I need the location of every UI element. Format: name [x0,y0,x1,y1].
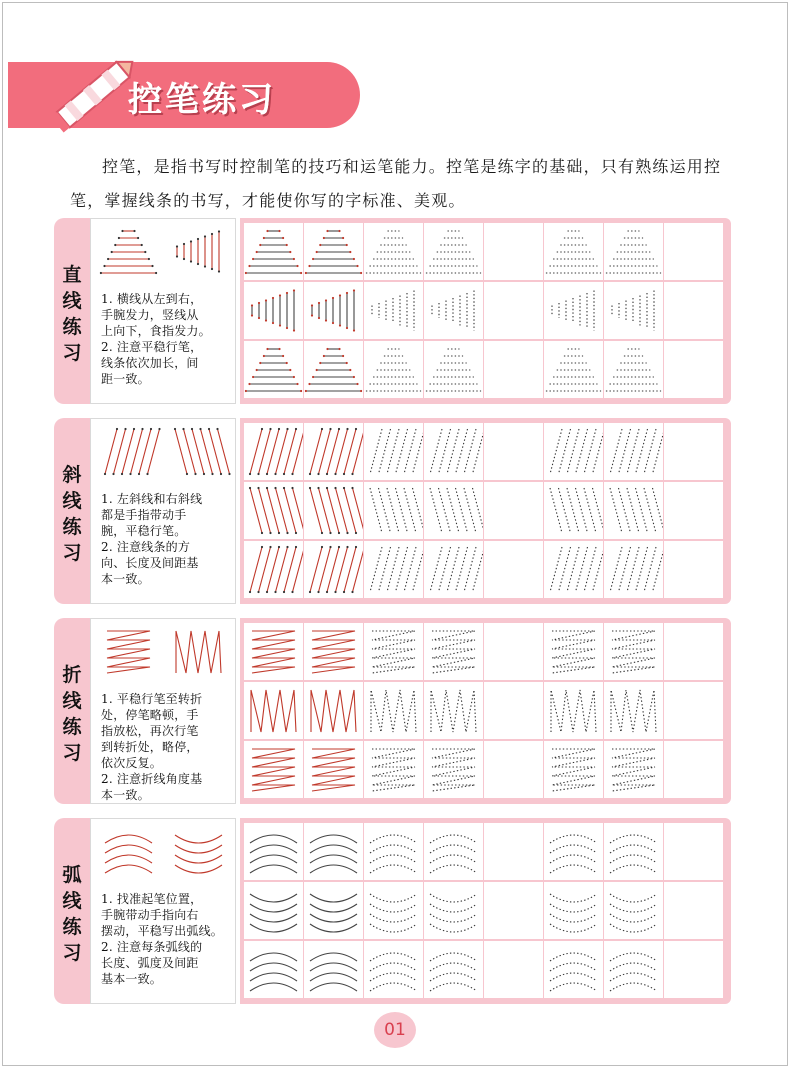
section-tips [101,291,233,387]
practice-cell[interactable] [664,823,723,880]
practice-cell [424,941,483,998]
practice-cell [364,941,423,998]
practice-cell [604,623,663,680]
stroke-pattern [244,423,303,480]
tip-line: 1. 找准起笔位置， [101,892,203,906]
practice-cell [364,541,423,598]
section-zigzag [54,618,731,804]
section-label-char: 斜 [62,464,82,486]
practice-cell [304,882,363,939]
stroke-pattern [244,823,303,880]
section-label-char: 线 [62,690,82,712]
stroke-pattern [604,282,663,339]
tip-line: 本一致。 [101,572,150,586]
tip-line: 2. 注意线条的方 [101,540,191,554]
stroke-pattern [604,541,663,598]
stroke-pattern [304,941,363,998]
stroke-pattern [244,223,303,280]
practice-cell [544,882,603,939]
practice-cell [364,741,423,798]
section-label-char: 练 [62,916,82,938]
stroke-pattern [304,682,363,739]
stroke-pattern [304,823,363,880]
practice-cell [364,682,423,739]
practice-cell [424,482,483,539]
practice-cell [544,741,603,798]
demo-strokes-icon [91,419,237,487]
stroke-pattern [364,823,423,880]
practice-cell [304,423,363,480]
practice-cell[interactable] [664,941,723,998]
practice-cell [544,341,603,398]
practice-cell[interactable] [484,741,543,798]
tip-line: 手腕带动手指向右 [101,908,199,922]
tip-line: 摆动，平稳写出弧线。 [101,924,224,938]
stroke-pattern [244,882,303,939]
practice-grid-frame [240,218,731,404]
stroke-pattern [424,623,483,680]
stroke-pattern [424,941,483,998]
stroke-pattern [544,282,603,339]
practice-cell [304,482,363,539]
stroke-pattern [304,341,363,398]
tip-line: 手腕发力，竖线从 [101,308,199,322]
tip-line: 长度、弧度及间距 [101,956,199,970]
section-label-char: 练 [62,516,82,538]
practice-cell [244,941,303,998]
practice-cell [604,741,663,798]
section-label-char: 线 [62,490,82,512]
practice-cell [604,682,663,739]
stroke-pattern [544,882,603,939]
intro-text: 控笔，是指书写时控制笔的技巧和运笔能力。控笔是练字的基础，只有熟练运用控笔，掌握线条的书写，才能使你写的字标准、美观。 [70,157,722,210]
practice-cell [544,482,603,539]
practice-cell [424,623,483,680]
practice-cell [304,223,363,280]
practice-cell[interactable] [664,423,723,480]
section-label-char: 习 [62,542,82,564]
practice-cell[interactable] [484,223,543,280]
section-instructions [90,618,236,804]
tip-line: 距一致。 [101,372,150,386]
practice-cell [244,541,303,598]
practice-cell [364,223,423,280]
stroke-pattern [244,541,303,598]
practice-cell[interactable] [664,223,723,280]
section-label-char: 线 [62,290,82,312]
practice-cell[interactable] [484,941,543,998]
practice-cell [604,223,663,280]
practice-cell[interactable] [664,482,723,539]
practice-cell [304,682,363,739]
practice-cell [544,282,603,339]
stroke-pattern [544,682,603,739]
practice-grid [244,423,719,598]
practice-cell [424,282,483,339]
practice-cell[interactable] [484,482,543,539]
practice-cell [244,223,303,280]
practice-cell [544,541,603,598]
practice-cell [544,623,603,680]
stroke-pattern [364,882,423,939]
section-arc [54,818,731,1004]
stroke-pattern [304,223,363,280]
practice-grid [244,623,719,798]
section-label-char: 习 [62,342,82,364]
stroke-pattern [604,623,663,680]
tip-line: 1. 平稳行笔至转折 [101,692,203,706]
stroke-pattern [304,541,363,598]
tip-line: 本一致。 [101,788,150,802]
practice-cell[interactable] [484,682,543,739]
practice-cell [424,823,483,880]
stroke-pattern [604,682,663,739]
practice-cell [364,482,423,539]
section-instructions [90,218,236,404]
stroke-pattern [424,423,483,480]
stroke-pattern [604,341,663,398]
section-tab [54,218,90,404]
practice-cell [424,223,483,280]
stroke-pattern [424,741,483,798]
stroke-pattern [244,941,303,998]
stroke-pattern [364,541,423,598]
stroke-pattern [544,223,603,280]
section-tips [101,491,233,587]
section-diagonal [54,418,731,604]
practice-cell [544,423,603,480]
stroke-pattern [244,623,303,680]
stroke-pattern [604,223,663,280]
stroke-pattern [244,341,303,398]
stroke-pattern [244,741,303,798]
stroke-pattern [544,341,603,398]
stroke-pattern [424,823,483,880]
stroke-pattern [364,223,423,280]
stroke-pattern [604,823,663,880]
section-label-char: 直 [62,264,82,286]
section-label-char: 习 [62,742,82,764]
stroke-pattern [604,423,663,480]
practice-grid-frame [240,818,731,1004]
stroke-pattern [544,941,603,998]
practice-cell[interactable] [664,541,723,598]
practice-cell [544,823,603,880]
section-straight [54,218,731,404]
stroke-pattern [304,623,363,680]
practice-cell[interactable] [664,341,723,398]
practice-cell[interactable] [484,423,543,480]
stroke-pattern [424,541,483,598]
stroke-pattern [364,341,423,398]
practice-cell[interactable] [484,282,543,339]
section-tab [54,418,90,604]
stroke-pattern [364,741,423,798]
practice-cell [424,741,483,798]
tip-line: 依次反复。 [101,756,163,770]
stroke-pattern [424,682,483,739]
practice-cell [304,341,363,398]
practice-cell[interactable] [484,341,543,398]
section-label-char: 弧 [62,864,82,886]
practice-grid [244,223,719,398]
practice-cell [604,482,663,539]
tip-line: 1. 左斜线和右斜线 [101,492,203,506]
tip-line: 1. 横线从左到右， [101,292,203,306]
practice-cell [604,282,663,339]
practice-cell [304,823,363,880]
practice-cell [544,682,603,739]
section-label-char: 线 [62,890,82,912]
stroke-pattern [604,941,663,998]
stroke-pattern [244,282,303,339]
practice-cell[interactable] [664,623,723,680]
practice-cell [244,423,303,480]
stroke-pattern [304,482,363,539]
practice-grid-frame [240,618,731,804]
practice-cell[interactable] [664,741,723,798]
stroke-pattern [424,223,483,280]
stroke-pattern [544,423,603,480]
practice-cell[interactable] [484,623,543,680]
practice-cell [244,341,303,398]
practice-cell [244,623,303,680]
stroke-pattern [364,482,423,539]
practice-cell [604,882,663,939]
practice-cell [424,882,483,939]
stroke-pattern [604,482,663,539]
practice-cell [364,823,423,880]
practice-cell [244,823,303,880]
practice-cell [604,941,663,998]
tip-line: 2. 注意平稳行笔， [101,340,203,354]
tip-line: 2. 注意折线角度基 [101,772,203,786]
practice-cell [364,882,423,939]
stroke-pattern [244,482,303,539]
practice-cell [604,423,663,480]
page-title: 控笔练习 [128,80,276,120]
stroke-pattern [364,682,423,739]
practice-cell[interactable] [484,882,543,939]
section-tips [101,691,233,803]
tip-line: 腕，平稳行笔。 [101,524,187,538]
practice-cell [304,741,363,798]
tip-line: 线条依次加长，间 [101,356,199,370]
practice-cell[interactable] [664,282,723,339]
section-instructions [90,818,236,1004]
tip-line: 到转折处，略停， [101,740,199,754]
practice-cell [364,341,423,398]
tip-line: 处，停笔略顿，手 [101,708,199,722]
stroke-pattern [364,623,423,680]
stroke-pattern [544,741,603,798]
section-instructions [90,418,236,604]
stroke-pattern [244,682,303,739]
practice-cell [244,682,303,739]
practice-cell [604,823,663,880]
demo-strokes-icon [91,619,237,687]
tip-line: 都是手指带动手 [101,508,187,522]
tip-line: 指放松，再次行笔 [101,724,199,738]
practice-cell [604,541,663,598]
practice-cell [364,282,423,339]
practice-cell[interactable] [484,541,543,598]
stroke-pattern [364,941,423,998]
tip-line: 向、长度及间距基 [101,556,199,570]
section-label-char: 练 [62,716,82,738]
section-label-char: 折 [62,664,82,686]
section-tips [101,891,233,987]
page-number: 01 [374,1012,416,1048]
stroke-pattern [424,282,483,339]
section-tab [54,818,90,1004]
stroke-pattern [424,882,483,939]
tip-line: 2. 注意每条弧线的 [101,940,203,954]
demo-strokes-icon [91,219,237,287]
stroke-pattern [304,423,363,480]
stroke-pattern [304,882,363,939]
practice-cell [244,282,303,339]
practice-cell [304,941,363,998]
demo-strokes-icon [91,819,237,887]
stroke-pattern [604,741,663,798]
tip-line: 上向下，食指发力。 [101,324,211,338]
practice-cell [244,882,303,939]
practice-cell [424,541,483,598]
practice-cell [604,341,663,398]
practice-cell [424,341,483,398]
practice-cell [304,282,363,339]
practice-cell [244,741,303,798]
practice-cell [544,941,603,998]
section-label-char: 练 [62,316,82,338]
stroke-pattern [304,741,363,798]
practice-cell[interactable] [484,823,543,880]
stroke-pattern [304,282,363,339]
practice-cell [364,623,423,680]
tip-line: 基本一致。 [101,972,163,986]
practice-grid [244,823,719,998]
stroke-pattern [544,482,603,539]
practice-cell [424,423,483,480]
section-tab [54,618,90,804]
intro-paragraph [70,150,750,218]
practice-cell [544,223,603,280]
stroke-pattern [424,341,483,398]
stroke-pattern [544,823,603,880]
section-label-char: 习 [62,942,82,964]
practice-cell [244,482,303,539]
stroke-pattern [364,282,423,339]
practice-grid-frame [240,418,731,604]
practice-cell [364,423,423,480]
stroke-pattern [604,882,663,939]
practice-cell [424,682,483,739]
stroke-pattern [364,423,423,480]
stroke-pattern [544,623,603,680]
practice-cell [304,623,363,680]
practice-cell[interactable] [664,882,723,939]
practice-cell[interactable] [664,682,723,739]
stroke-pattern [424,482,483,539]
stroke-pattern [544,541,603,598]
practice-cell [304,541,363,598]
